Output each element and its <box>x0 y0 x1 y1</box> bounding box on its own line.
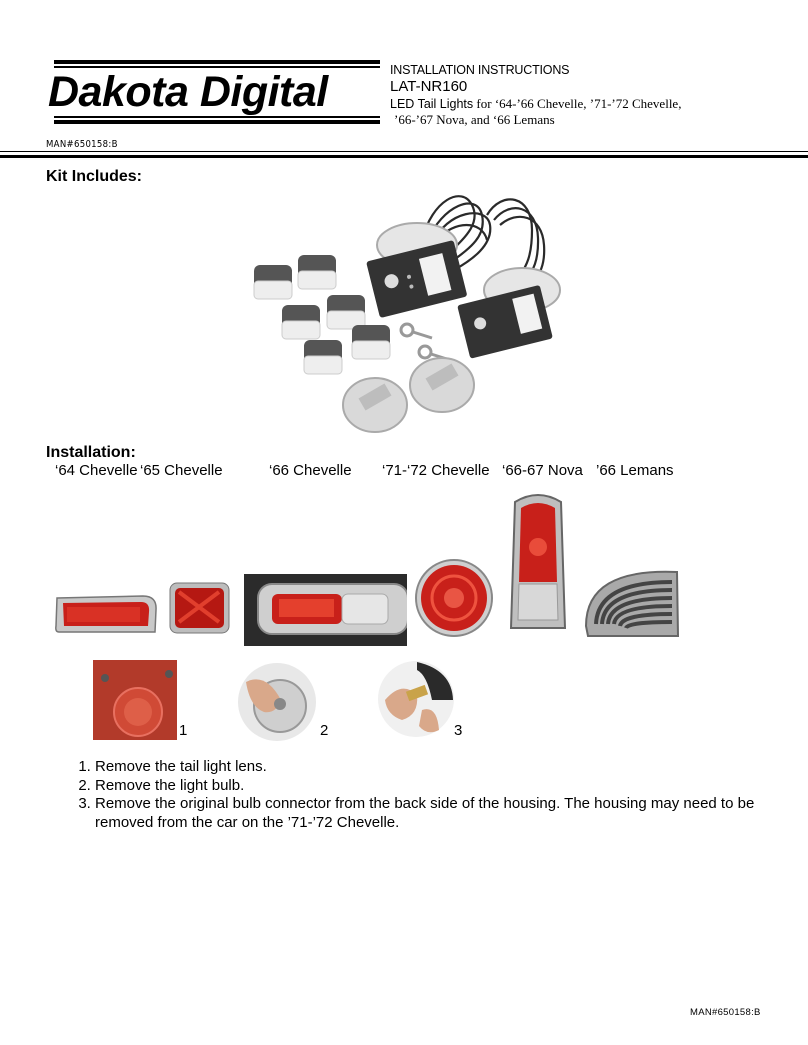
taillight-64-chevelle <box>55 592 158 636</box>
kit-photo <box>232 180 577 442</box>
step-3-photo <box>377 660 455 738</box>
taillight-65-chevelle <box>169 582 230 634</box>
kit-includes-heading: Kit Includes: <box>46 168 143 185</box>
model-label: ‘66 Chevelle <box>269 462 352 479</box>
step-1-photo <box>93 660 177 740</box>
manual-number-top: MAN#650158:B <box>46 139 118 150</box>
taillight-71-72-chevelle <box>414 558 494 638</box>
step-item: 2. Remove the light bulb. <box>95 777 770 796</box>
step-photo-label: 3 <box>454 722 463 739</box>
model-label: ‘65 Chevelle <box>140 462 223 479</box>
doc-type: INSTALLATION INSTRUCTIONS <box>390 63 570 77</box>
model-label: ’66 Lemans <box>596 462 674 479</box>
product-name: LED Tail Lights <box>390 97 474 111</box>
model-label: ‘66-67 Nova <box>502 462 583 479</box>
product-description <box>390 96 681 112</box>
taillight-66-67-nova <box>509 492 567 632</box>
ring-terminals <box>401 324 450 360</box>
taillight-66-chevelle <box>244 574 407 646</box>
vehicle-model-labels <box>55 462 674 581</box>
installation-heading: Installation: <box>46 444 136 461</box>
installation-steps <box>70 758 770 832</box>
taillight-66-lemans <box>582 566 682 640</box>
manual-number-bottom: MAN#650158:B <box>690 1007 761 1018</box>
step-item: 3. Remove the original bulb connector from the back side of the housing. The housing may need to be removed from the car on the ’71-’72 Chevelle. <box>95 795 770 832</box>
led-board-right <box>457 285 553 359</box>
brand-name: Dakota Digital <box>48 68 328 116</box>
step-2-photo <box>236 662 318 742</box>
header-rule-thick <box>0 155 808 158</box>
fitment-line-2: ’66-’67 Nova, and ‘66 Lemans <box>394 112 555 127</box>
step-photo-label: 2 <box>320 722 329 739</box>
header-rule <box>0 151 808 152</box>
model-label: ‘71-‘72 Chevelle <box>382 462 490 479</box>
model-label: ‘64 Chevelle <box>55 462 138 479</box>
model-number: LAT-NR160 <box>390 78 468 95</box>
step-photo-label: 1 <box>179 722 188 739</box>
fitment-line-1: for ‘64-’66 Chevelle, ’71-’72 Chevelle, <box>473 96 682 111</box>
step-item: 1. Remove the tail light lens. <box>95 758 770 777</box>
dakota-digital-logo <box>46 60 380 126</box>
mounting-discs <box>343 358 474 432</box>
